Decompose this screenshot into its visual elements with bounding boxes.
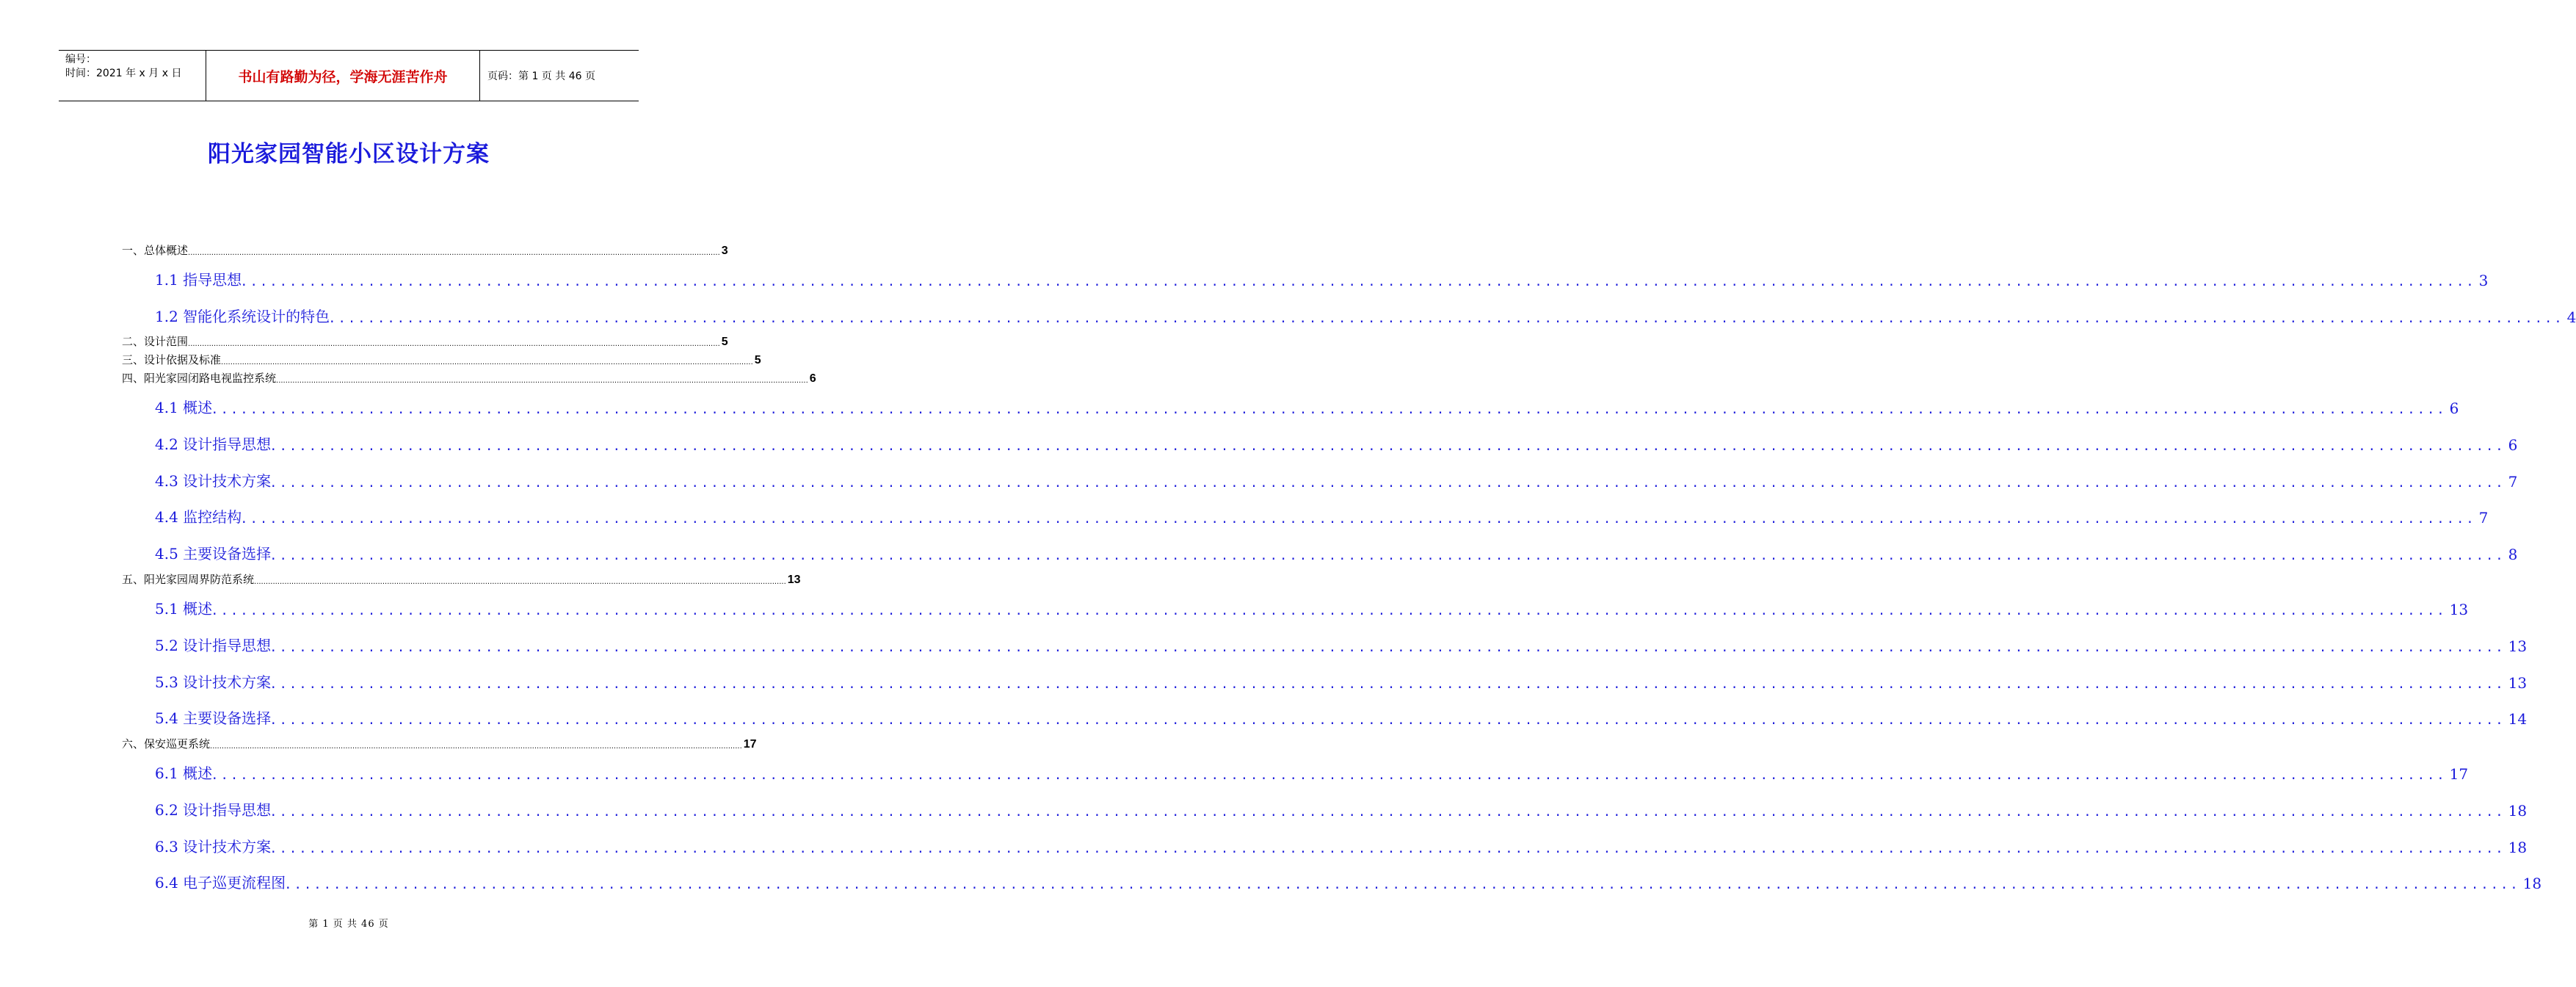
toc-entry[interactable]: [155, 598, 2469, 618]
toc-entry-label: 六、保安巡更系统: [122, 737, 211, 751]
toc-entry-label: 一、总体概述: [122, 244, 189, 257]
toc-entry[interactable]: [155, 397, 2459, 417]
toc-entry-page: 5: [721, 336, 728, 348]
toc-leader-dots: ....................................................................................................................................................................................................................................: [212, 765, 2448, 783]
toc-entry-page: 18: [2508, 839, 2528, 856]
toc-entry-label: 5.1 概述: [155, 600, 213, 618]
toc-leader-dots: ....................................................................................................................................................................................................................................: [271, 546, 2507, 563]
toc-leader-dots: ....................................................................................................................................................................................................................................: [188, 340, 720, 348]
toc-entry-label: 5.2 设计指导思想: [155, 637, 272, 654]
page-footer: 第 1 页 共 46 页: [308, 919, 389, 930]
toc-leader-dots: ....................................................................................................................................................................................................................................: [271, 473, 2507, 491]
toc-entry-label: 6.2 设计指导思想: [155, 801, 272, 819]
toc-entry-label: 4.1 概述: [155, 399, 213, 416]
toc-entry-page: 13: [2508, 637, 2528, 655]
toc-entry-label: 四、阳光家园闭路电视监控系统: [122, 372, 277, 385]
toc-entry[interactable]: [122, 371, 816, 386]
toc-entry-page: 7: [2478, 509, 2489, 527]
toc-entry[interactable]: [155, 433, 2518, 454]
toc-leader-dots: ....................................................................................................................................................................................................................................: [210, 742, 742, 751]
document-number-label: 编号：: [65, 54, 96, 65]
toc-entry-label: 4.3 设计技术方案: [155, 472, 272, 490]
toc-entry-label: 4.5 主要设备选择: [155, 545, 272, 563]
toc-entry-label: 三、设计依据及标准: [122, 353, 222, 366]
toc-entry-page: 13: [2508, 674, 2528, 692]
toc-entry[interactable]: [122, 572, 801, 587]
toc-entry[interactable]: [155, 634, 2528, 655]
toc-entry[interactable]: [155, 872, 2542, 892]
document-time-label: 时间：2021 年 x 月 x 日: [65, 68, 182, 79]
header-motto: 书山有路勤为径，学海无涯苦作舟: [206, 51, 480, 101]
toc-leader-dots: ....................................................................................................................................................................................................................................: [271, 839, 2507, 856]
toc-entry-page: 13: [787, 574, 801, 586]
toc-entry[interactable]: [122, 352, 761, 367]
toc-leader-dots: ....................................................................................................................................................................................................................................: [242, 272, 2478, 289]
toc-leader-dots: ....................................................................................................................................................................................................................................: [276, 377, 808, 385]
header-meta: [59, 51, 206, 101]
toc-entry[interactable]: [155, 543, 2518, 563]
toc-leader-dots: ....................................................................................................................................................................................................................................: [271, 637, 2507, 655]
toc-entry-label: 五、阳光家园周界防范系统: [122, 573, 255, 586]
toc-entry-page: 14: [2508, 710, 2528, 728]
toc-entry[interactable]: [155, 306, 2576, 326]
toc-entry-page: 8: [2508, 546, 2518, 563]
toc-leader-dots: ....................................................................................................................................................................................................................................: [271, 802, 2507, 820]
toc-entry-page: 13: [2449, 601, 2469, 618]
toc-entry-page: 17: [743, 738, 757, 751]
toc-entry[interactable]: [155, 269, 2489, 289]
toc-leader-dots: ....................................................................................................................................................................................................................................: [330, 308, 2566, 326]
toc-entry-label: 6.3 设计技术方案: [155, 838, 272, 856]
toc-leader-dots: ....................................................................................................................................................................................................................................: [271, 710, 2507, 728]
toc-leader-dots: ....................................................................................................................................................................................................................................: [271, 674, 2507, 692]
toc-entry[interactable]: [122, 737, 757, 751]
toc-entry-label: 6.4 电子巡更流程图: [155, 874, 286, 892]
toc-entry-label: 1.2 智能化系统设计的特色: [155, 308, 330, 325]
document-title: 阳光家园智能小区设计方案: [208, 141, 490, 167]
toc-entry-page: 3: [721, 245, 728, 257]
toc-leader-dots: ....................................................................................................................................................................................................................................: [271, 436, 2507, 454]
toc-entry[interactable]: [155, 762, 2469, 783]
toc-entry-page: 4: [2566, 308, 2576, 326]
toc-entry-label: 5.4 主要设备选择: [155, 709, 272, 727]
toc-leader-dots: ....................................................................................................................................................................................................................................: [242, 509, 2478, 527]
toc-leader-dots: ....................................................................................................................................................................................................................................: [254, 578, 786, 586]
toc-entry-page: 18: [2522, 875, 2542, 892]
toc-entry-label: 4.2 设计指导思想: [155, 435, 272, 453]
toc-entry[interactable]: [155, 707, 2528, 728]
toc-entry-page: 17: [2449, 765, 2469, 783]
toc-entry[interactable]: [155, 836, 2528, 856]
toc-entry-label: 6.1 概述: [155, 764, 213, 782]
toc-entry-page: 7: [2508, 473, 2518, 491]
toc-entry-label: 二、设计范围: [122, 335, 189, 348]
toc-entry-label: 4.4 监控结构: [155, 508, 242, 526]
toc-entry[interactable]: [122, 334, 728, 349]
toc-leader-dots: ....................................................................................................................................................................................................................................: [212, 400, 2448, 417]
toc-entry-page: 6: [2449, 400, 2459, 417]
toc-entry-page: 6: [809, 372, 816, 385]
toc-entry-label: 1.1 指导思想: [155, 271, 242, 289]
toc-entry-page: 3: [2478, 272, 2489, 289]
toc-entry[interactable]: [122, 243, 728, 258]
toc-leader-dots: ....................................................................................................................................................................................................................................: [212, 601, 2448, 618]
toc-leader-dots: ....................................................................................................................................................................................................................................: [221, 358, 753, 366]
toc-entry-page: 5: [754, 354, 761, 366]
toc-entry[interactable]: [155, 671, 2528, 692]
toc-entry-page: 6: [2508, 436, 2518, 454]
toc-entry-label: 5.3 设计技术方案: [155, 673, 272, 691]
toc-entry-page: 18: [2508, 802, 2528, 820]
toc-entry[interactable]: [155, 799, 2528, 820]
toc-entry[interactable]: [155, 470, 2518, 491]
toc-entry[interactable]: [155, 506, 2489, 527]
toc-leader-dots: ....................................................................................................................................................................................................................................: [286, 875, 2522, 892]
page-header: [59, 50, 639, 101]
toc-leader-dots: ....................................................................................................................................................................................................................................: [188, 249, 720, 257]
header-page-info: 页码：第 1 页 共 46 页: [487, 70, 595, 82]
